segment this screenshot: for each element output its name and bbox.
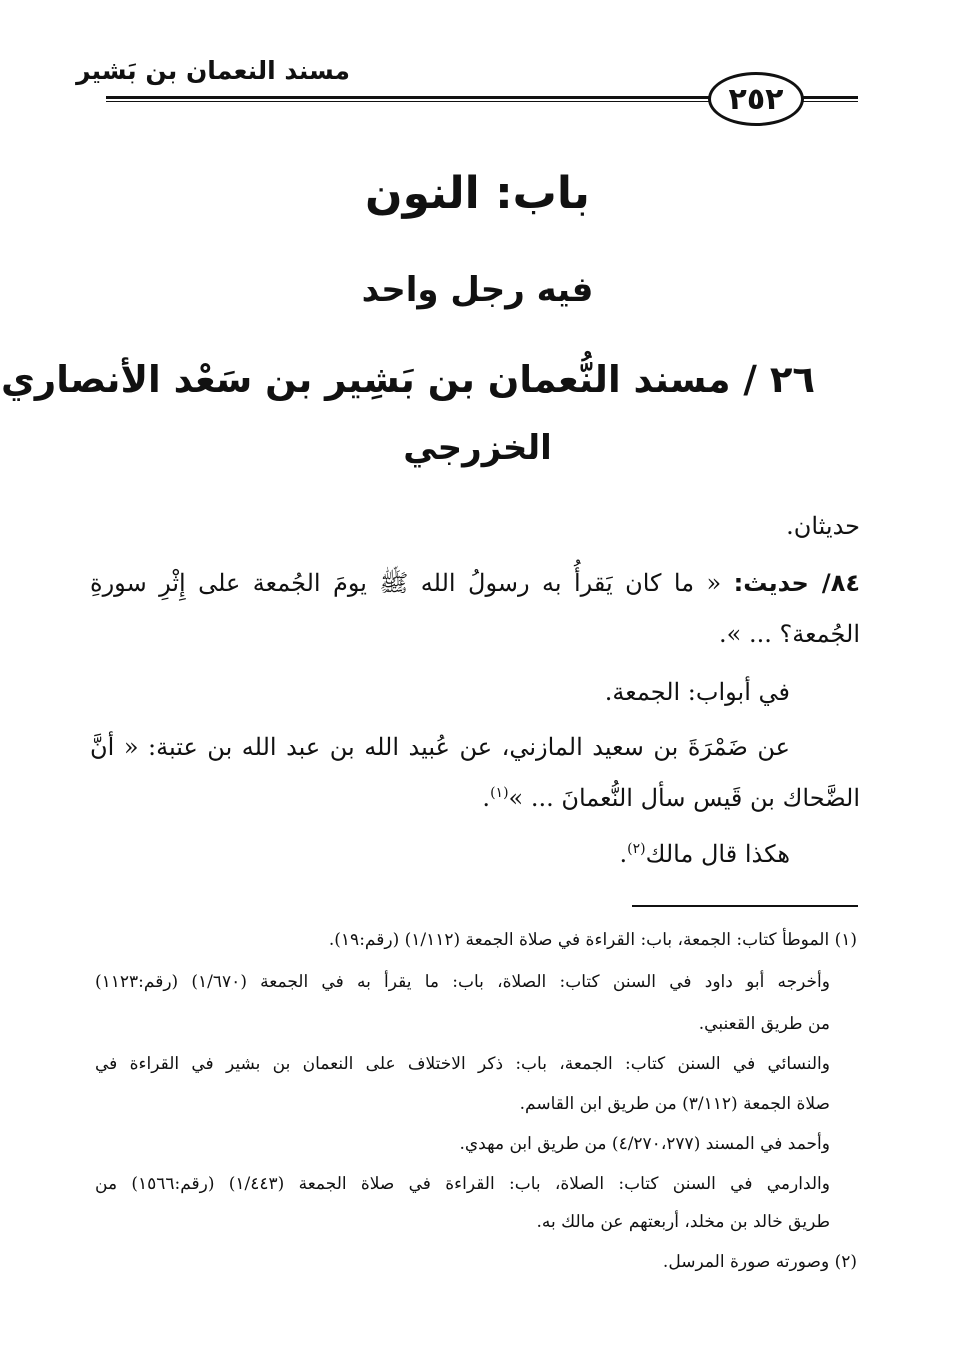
malik-text: هكذا قال مالك <box>645 840 790 868</box>
page-number: ٢٥٢ <box>708 72 804 126</box>
hadith-count: حديثان. <box>786 512 860 540</box>
footnote-1-line5: صلاة الجمعة (٣/١١٢) من طريق ابن القاسم. <box>519 1094 830 1114</box>
footnote-1-line1: (١) الموطأ كتاب: الجمعة، باب: القراءة في صلاة الجمعة (١/١١٢) (رقم:١٩). <box>328 930 857 950</box>
malik-line <box>90 840 790 868</box>
hadith-lead: ٨٤/ حديث: <box>733 569 860 597</box>
footnote-1-line2: وأخرجه أبو داود في السنن كتاب: الصلاة، باب: ما يقرأ به في الجمعة (١/٦٧٠) (رقم:١١٢٣) <box>95 972 830 992</box>
footnote-2-line1: (٢) وصورته صورة المرسل. <box>662 1252 857 1272</box>
chain-end: . <box>482 784 491 812</box>
chapter-subtitle: فيه رجل واحد <box>361 270 594 310</box>
footnote-1-line7: والدارمي في السنن كتاب: الصلاة، باب: القراءة في صلاة الجمعة (١/٤٤٣) (رقم:١٥٦٦) من <box>95 1174 830 1194</box>
running-title: مسند النعمان بن بَشير <box>76 56 350 85</box>
musnad-heading-line1: ٢٦ / مسند النُّعمان بن بَشِير بن سَعْد الأنصاري <box>1 358 815 401</box>
footnote-1-line6: وأحمد في المسند (٤/٢٧٠،٢٧٧) من طريق ابن مهدي. <box>459 1134 830 1154</box>
footnote-ref-1: (١) <box>490 785 509 801</box>
footnote-rule <box>632 905 858 907</box>
hadith-line1 <box>90 568 860 603</box>
chain-line2 <box>90 784 860 812</box>
chain-line1: عن ضَمْرَةَ بن سعيد المازني، عن عُبيد الله بن عبد الله بن عتبة: « أنَّ <box>90 733 790 761</box>
footnote-ref-2: (٢) <box>627 841 646 857</box>
musnad-heading-line2: الخزرجي <box>403 428 552 468</box>
hadith-line2: الجُمعة؟ ... ». <box>719 620 860 648</box>
footnote-1-line4: والنسائي في السنن كتاب: الجمعة، باب: ذكر الاختلاف على النعمان بن بشير في القراءة في <box>95 1054 830 1074</box>
malik-end: . <box>619 840 628 868</box>
chapter-heading: باب: النون <box>365 168 590 219</box>
footnote-1-line3: من طريق القعنبي. <box>698 1014 830 1034</box>
section-line: في أبواب: الجمعة. <box>604 678 790 706</box>
chain-text: الضَّحاك بن قَيس سأل النُّعمانَ ... » <box>508 784 860 812</box>
hadith-text: « ما كان يَقرأُ به رسولُ الله ﷺ يومَ الجُمعة على إِثْرِ سورةِ <box>90 569 722 597</box>
footnote-1-line8: طريق خالد بن مخلد، أربعتهم عن مالك به. <box>536 1212 830 1232</box>
